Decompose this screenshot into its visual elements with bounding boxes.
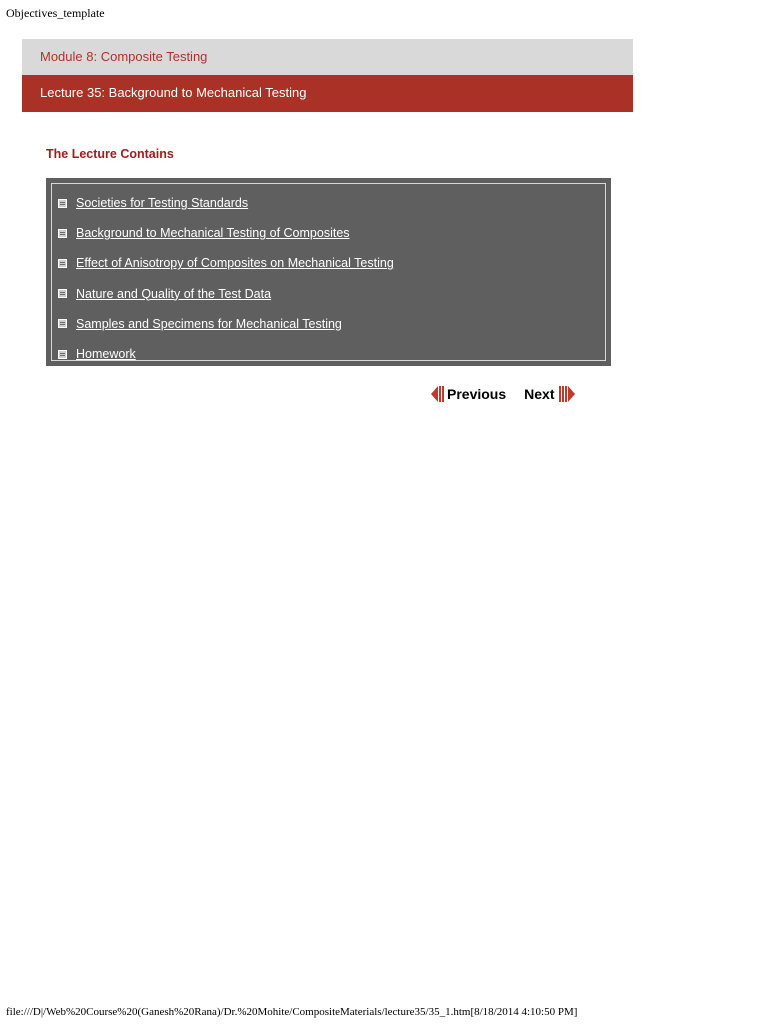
previous-label: Previous [447,386,507,402]
list-item [52,309,605,339]
list-item [52,339,605,369]
document-icon [58,199,67,208]
list-item [52,279,605,309]
list-item [52,218,605,248]
document-icon [58,259,67,268]
list-item [52,248,605,278]
document-icon [58,319,67,328]
document-icon [58,229,67,238]
page-navigation [431,384,575,404]
lecture-contents-list [51,183,606,361]
toc-link-test-data[interactable]: Nature and Quality of the Test Data [76,286,272,301]
toc-link-societies[interactable]: Societies for Testing Standards [76,196,249,211]
module-title-bar [22,39,633,75]
toc-link-samples[interactable]: Samples and Specimens for Mechanical Testing [76,316,342,331]
page-header: Objectives_template [6,6,105,20]
lecture-contains-heading: The Lecture Contains [46,147,174,161]
toc-link-anisotropy[interactable]: Effect of Anisotropy of Composites on Mechanical Testing [76,256,394,271]
lecture-title-bar [22,75,633,112]
next-button[interactable] [524,386,574,402]
document-icon [58,289,67,298]
previous-button[interactable] [431,386,506,402]
lecture-title: Lecture 35: Background to Mechanical Testing [40,85,307,100]
next-arrow-icon [558,386,575,402]
next-label: Next [524,386,555,402]
lecture-contents-box [46,178,611,366]
toc-link-homework[interactable]: Homework [76,347,136,362]
document-icon [58,350,67,359]
toc-link-background[interactable]: Background to Mechanical Testing of Composites [76,226,350,241]
page-footer-url: file:///D|/Web%20Course%20(Ganesh%20Rana)/Dr.%20Mohite/CompositeMaterials/lecture35/35_1.htm[8/18/2014 4:10:50 PM] [6,1006,578,1018]
list-item [52,188,605,218]
previous-arrow-icon [431,386,444,402]
module-title: Module 8: Composite Testing [40,49,208,64]
